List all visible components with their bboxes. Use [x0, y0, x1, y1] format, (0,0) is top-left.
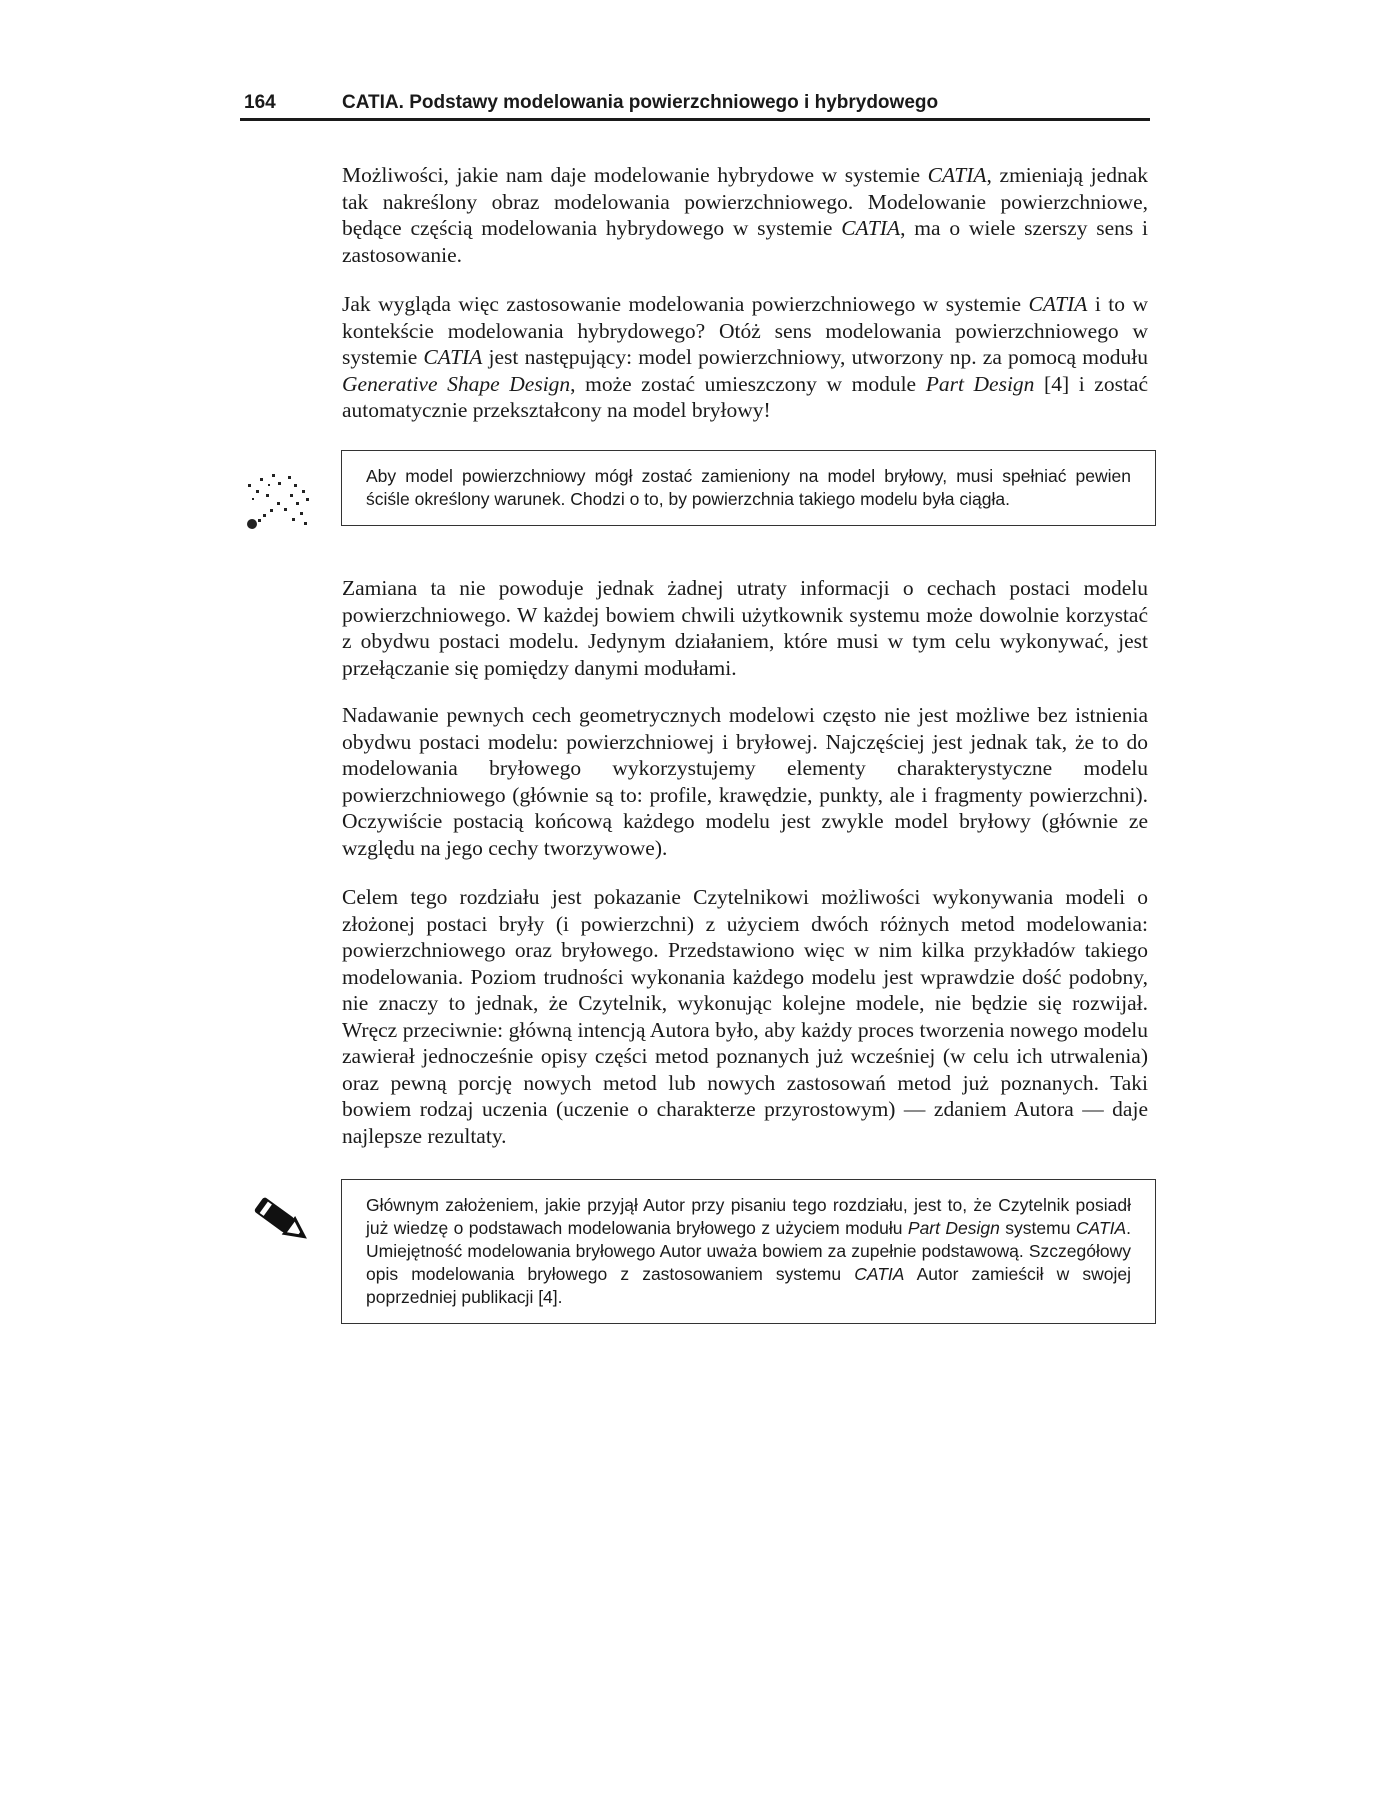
paragraph: [342, 162, 1148, 268]
paragraph: [342, 702, 1148, 861]
emphasis-text: CATIA: [927, 163, 987, 187]
page-header: [240, 88, 1150, 121]
emphasis-text: Part Design: [925, 371, 1035, 396]
text-run: Celem tego rozdziału jest pokazanie Czytelnikowi możliwości wykonywania modeli o złożonej postaci bryły (i powierzchni) z użyciem dwóch różnych metod modelowania: powierzchniowego oraz bryłowego. Przedstawiono więc w nim kilka przykładów takiego modelowania. Poziom trudności wykonania każdego modelu jest wprawdzie dość podobny, nie znaczy to jednak, że Czytelnik, wykonując kolejne modele, nie będzie się rozwijał. Wręcz przeciwnie: główną intencją Autora było, aby każdy proces tworzenia nowego modelu zawierał jednocześnie opisy części metod poznanych już wcześniej (w celu ich utrwalenia) oraz pewną porcję nowych metod lub nowych zastosowań metod już poznanych. Taki bowiem rodzaj uczenia (uczenie o charakterze przyrostowym) — zdaniem Autora — daje najlepsze rezultaty.: [342, 885, 1148, 1148]
emphasis-text: CATIA: [854, 1264, 905, 1284]
emphasis-text: CATIA: [841, 216, 901, 240]
running-title: CATIA. Podstawy modelowania powierzchniowego i hybrydowego: [342, 92, 939, 113]
note-box: [341, 450, 1156, 526]
note-box: [341, 1179, 1156, 1324]
text-run: Zamiana ta nie powoduje jednak żadnej utraty informacji o cechach postaci modelu powierzchniowego. W każdej bowiem chwili użytkownik systemu może dowolnie korzystać z obydwu postaci modelu. Jedynym działaniem, które musi w tym celu wykonywać, jest przełączanie się pomiędzy danymi modułami.: [342, 576, 1148, 680]
text-run: jest następujący: model powierzchniowy, utworzony np. za pomocą modułu: [482, 345, 1148, 369]
emphasis-text: Part Design: [907, 1218, 1000, 1238]
text-run: . Umiejętność modelowania bryłowego Autor uważa bowiem za zupełnie podstawową. Szczegółowy opis modelowania bryłowego z zastosowaniem systemu: [366, 1218, 1131, 1284]
emphasis-text: CATIA: [1075, 1218, 1127, 1238]
text-run: systemu: [999, 1218, 1076, 1238]
text-run: Możliwości, jakie nam daje modelowanie hybrydowe w systemie: [342, 163, 928, 187]
sparkle-bulb-icon: [244, 464, 316, 537]
text-run: , ma o wiele szerszy sens i zastosowanie.: [342, 216, 1148, 267]
text-run: , zmieniają jednak tak nakreślony obraz modelowania powierzchniowego. Modelowanie powierzchniowe, będące częścią modelowania hybrydowego w systemie: [342, 163, 1148, 240]
paragraph: [342, 575, 1148, 681]
emphasis-text: Generative Shape Design: [342, 371, 571, 396]
text-run: Jak wygląda więc zastosowanie modelowania powierzchniowego w systemie: [342, 292, 1029, 316]
page-number: 164: [244, 92, 276, 113]
paragraph: [342, 884, 1148, 1149]
text-run: Aby model powierzchniowy mógł zostać zamieniony na model bryłowy, musi spełniać pewien ściśle określony warunek. Chodzi o to, by powierzchnia takiego modelu była ciągła.: [366, 466, 1131, 509]
emphasis-text: CATIA: [423, 345, 483, 369]
emphasis-text: CATIA: [1028, 292, 1088, 316]
text-run: , może zostać umieszczony w module: [570, 371, 926, 396]
text-run: Autor zamieścił w swojej poprzedniej publikacji [4].: [366, 1264, 1131, 1307]
pencil-icon: [248, 1192, 316, 1259]
text-run: Nadawanie pewnych cech geometrycznych modelowi często nie jest możliwe bez istnienia obydwu postaci modelu: powierzchniowej i bryłowej. Najczęściej jest jednak tak, że to do modelowania bryłowego wykorzystujemy elementy charakterystyczne modelu powierzchniowego (głównie są to: profile, krawędzie, punkty, ale i fragmenty powierzchni). Oczywiście postacią końcową każdego modelu jest zwykle model bryłowy (głównie ze względu na jego cechy tworzywowe).: [342, 703, 1148, 860]
text-run: Głównym założeniem, jakie przyjął Autor przy pisaniu tego rozdziału, jest to, że Czytelnik posiadł już wiedzę o podstawach modelowania bryłowego z użyciem modułu: [366, 1195, 1131, 1238]
text-run: [4] i zostać automatycznie przekształcony na model bryłowy!: [342, 371, 1149, 422]
paragraph: [342, 291, 1148, 424]
text-run: i to w kontekście modelowania hybrydowego? Otóż sens modelowania powierzchniowego w systemie: [342, 292, 1148, 369]
